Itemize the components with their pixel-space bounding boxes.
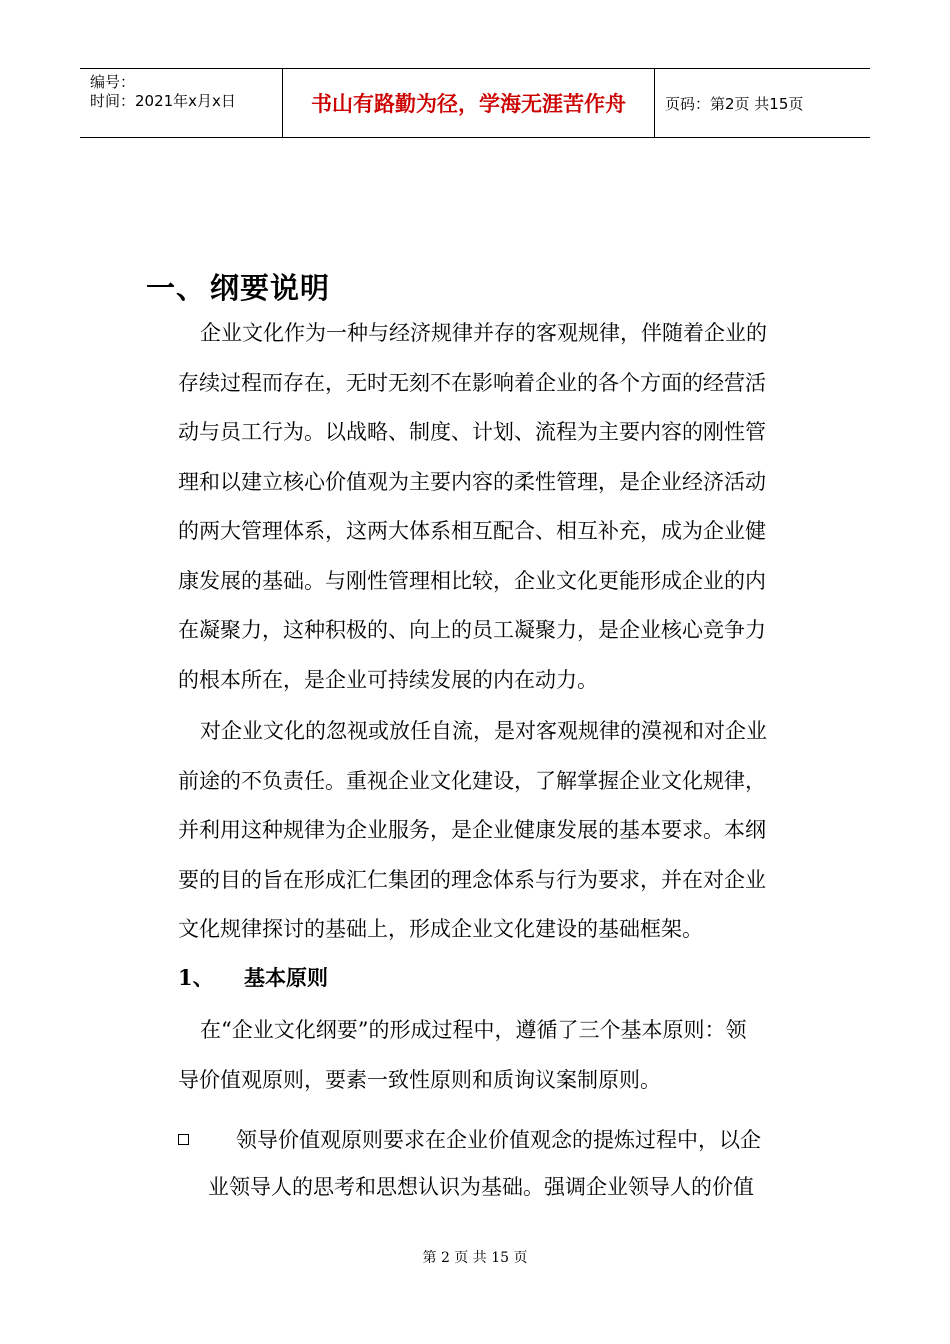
subsection-heading bbox=[178, 962, 328, 992]
paragraph-line: 并利用这种规律为企业服务，是企业健康发展的基本要求。本纲 bbox=[178, 818, 766, 842]
page-header-table bbox=[80, 68, 870, 138]
bullet-line: 领导价值观原则要求在企业价值观念的提炼过程中，以企 bbox=[236, 1128, 761, 1152]
document-time-label: 时间：2021年x月x日 bbox=[90, 92, 236, 110]
paragraph-2 bbox=[178, 707, 808, 955]
paragraph-1 bbox=[178, 309, 808, 705]
paragraph-3 bbox=[178, 1006, 808, 1105]
paragraph-line: 对企业文化的忽视或放任自流，是对客观规律的漠视和对企业 bbox=[200, 719, 767, 743]
section-number: 一、 bbox=[146, 271, 207, 305]
section-title: 纲要说明 bbox=[210, 271, 331, 305]
paragraph-line: 动与员工行为。以战略、制度、计划、流程为主要内容的刚性管 bbox=[178, 420, 766, 444]
subsection-title: 基本原则 bbox=[244, 965, 328, 990]
square-bullet-icon bbox=[178, 1134, 189, 1145]
paragraph-line: 理和以建立核心价值观为主要内容的柔性管理，是企业经济活动 bbox=[178, 469, 766, 494]
document-number-label: 编号： bbox=[90, 73, 136, 91]
paragraph-line: 在“企业文化纲要”的形成过程中，遵循了三个基本原则：领 bbox=[200, 1018, 747, 1042]
paragraph-line: 导价值观原则，要素一致性原则和质询议案制原则。 bbox=[178, 1067, 661, 1092]
subsection-number: 1、 bbox=[178, 965, 214, 990]
header-motto: 书山有路勤为径，学海无涯苦作舟 bbox=[283, 69, 655, 137]
bullet-line: 业领导人的思考和思想认识为基础。强调企业领导人的价值 bbox=[208, 1175, 754, 1199]
paragraph-line: 文化规律探讨的基础上，形成企业文化建设的基础框架。 bbox=[178, 917, 703, 941]
paragraph-line: 企业文化作为一种与经济规律并存的客观规律，伴随着企业的 bbox=[200, 321, 767, 345]
section-heading bbox=[146, 266, 330, 307]
paragraph-line: 的根本所在，是企业可持续发展的内在动力。 bbox=[178, 667, 598, 692]
header-page-info: 页码：第2页 共15页 bbox=[665, 94, 804, 113]
header-meta-cell bbox=[80, 69, 283, 137]
paragraph-line: 存续过程而存在，无时无刻不在影响着企业的各个方面的经营活 bbox=[178, 370, 766, 395]
paragraph-line: 前途的不负责任。重视企业文化建设，了解掌握企业文化规律， bbox=[178, 768, 766, 793]
page-footer: 第 2 页 共 15 页 bbox=[422, 1250, 528, 1266]
paragraph-line: 要的目的旨在形成汇仁集团的理念体系与行为要求，并在对企业 bbox=[178, 867, 766, 892]
paragraph-line: 的两大管理体系，这两大体系相互配合、相互补充，成为企业健 bbox=[178, 519, 766, 543]
paragraph-line: 康发展的基础。与刚性管理相比较，企业文化更能形成企业的内 bbox=[178, 568, 766, 593]
paragraph-line: 在凝聚力，这种积极的、向上的员工凝聚力，是企业核心竞争力 bbox=[178, 618, 766, 642]
